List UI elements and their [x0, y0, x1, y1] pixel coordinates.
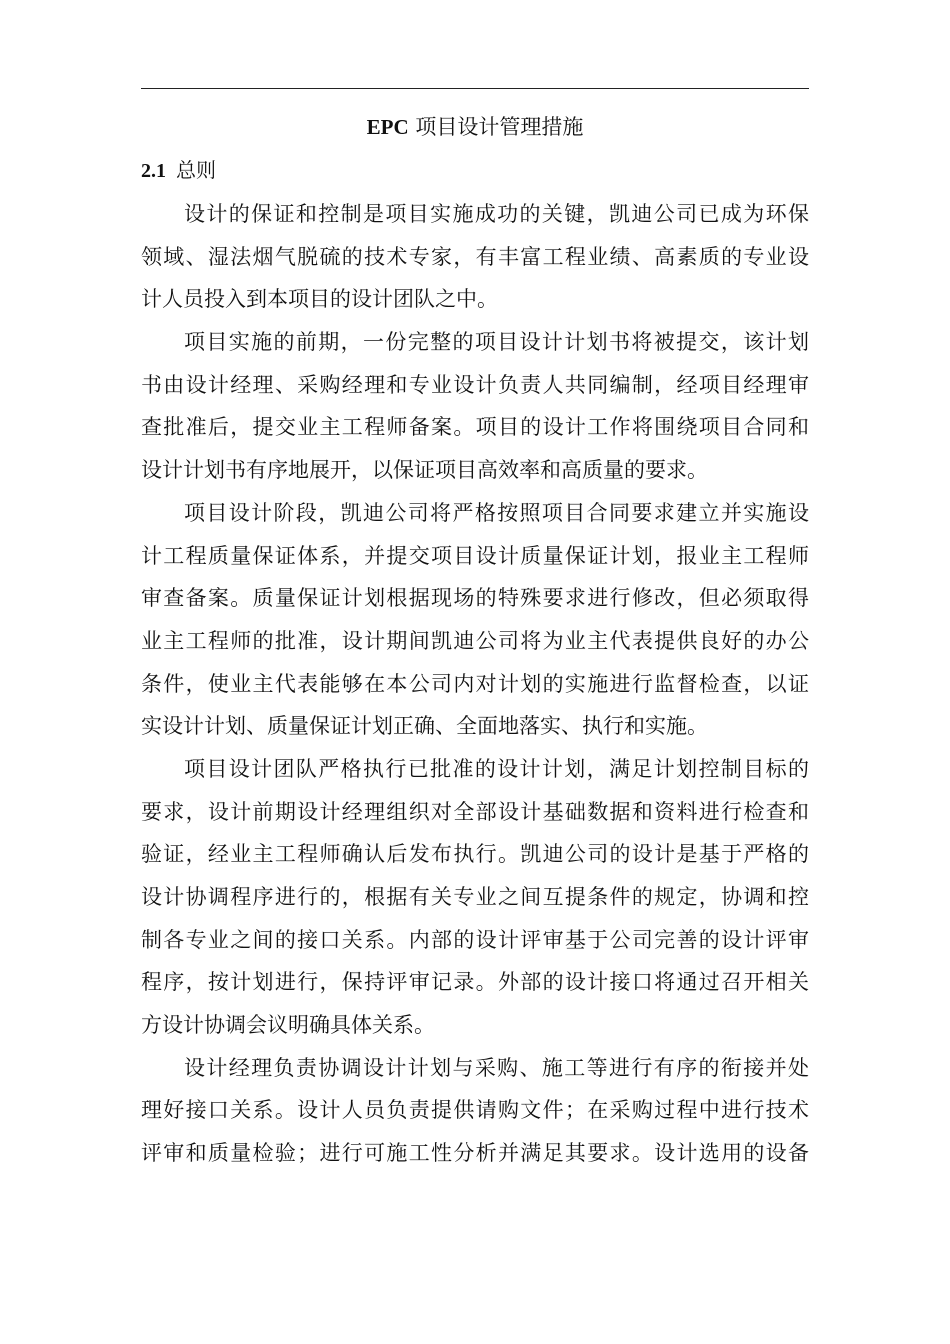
text-line: 设计计划书有序地展开，以保证项目高效率和高质量的要求。 — [141, 458, 708, 483]
text-line: 方设计协调会议明确具体关系。 — [141, 1013, 435, 1038]
text-line: 项目实施的前期，一份完整的项目设计计划书将被提交，该计划 — [184, 330, 809, 355]
text-line: 要求，设计前期设计经理组织对全部设计基础数据和资料进行检查和 — [141, 799, 809, 824]
text-line: 实设计计划、质量保证计划正确、全面地落实、执行和实施。 — [141, 714, 708, 739]
text-line: 领域、湿法烟气脱硫的技术专家，有丰富工程业绩、高素质的专业设 — [141, 244, 809, 269]
text-line: 计工程质量保证体系，并提交项目设计质量保证计划，报业主工程师 — [141, 543, 809, 568]
document-title-text: 项目设计管理措施 — [415, 115, 584, 139]
text-line: 业主工程师的批准，设计期间凯迪公司将为业主代表提供良好的办公 — [141, 628, 809, 653]
text-line: 审查备案。质量保证计划根据现场的特殊要求进行修改，但必须取得 — [141, 586, 809, 611]
paragraph — [141, 321, 809, 492]
text-line: 程序，按计划进行，保持评审记录。外部的设计接口将通过召开相关 — [141, 970, 809, 995]
text-line: 制各专业之间的接口关系。内部的设计评审基于公司完善的设计评审 — [141, 927, 809, 952]
section-heading — [141, 155, 216, 186]
text-line: 查批准后，提交业主工程师备案。项目的设计工作将围绕项目合同和 — [141, 415, 809, 440]
text-line: 设计协调程序进行的，根据有关专业之间互提条件的规定，协调和控 — [141, 885, 809, 909]
text-line: 评审和质量检验；进行可施工性分析并满足其要求。设计选用的设备 — [141, 1141, 809, 1166]
document-title-prefix: EPC — [366, 115, 409, 139]
text-line: 条件，使业主代表能够在本公司内对计划的实施进行监督检查，以证 — [141, 671, 809, 696]
paragraph — [141, 492, 809, 748]
text-line: 设计的保证和控制是项目实施成功的关键，凯迪公司已成为环保 — [184, 202, 809, 226]
paragraph — [141, 193, 809, 321]
text-line: 项目设计团队严格执行已批准的设计计划，满足计划控制目标的 — [184, 756, 809, 781]
document-title — [141, 112, 809, 142]
text-line: 计人员投入到本项目的设计团队之中。 — [141, 287, 498, 312]
text-line: 项目设计阶段，凯迪公司将严格按照项目合同要求建立并实施设 — [184, 500, 809, 525]
section-title: 总则 — [176, 158, 216, 182]
text-line: 理好接口关系。设计人员负责提供请购文件；在采购过程中进行技术 — [141, 1098, 809, 1123]
text-line: 设计经理负责协调设计计划与采购、施工等进行有序的衔接并处 — [184, 1055, 809, 1080]
body-text — [141, 193, 809, 1175]
text-line: 书由设计经理、采购经理和专业设计负责人共同编制，经项目经理审 — [141, 372, 809, 397]
paragraph — [141, 1047, 809, 1175]
text-line: 验证，经业主工程师确认后发布执行。凯迪公司的设计是基于严格的 — [141, 842, 809, 867]
header-rule — [141, 88, 809, 89]
paragraph — [141, 748, 809, 1047]
section-number: 2.1 — [141, 160, 166, 182]
